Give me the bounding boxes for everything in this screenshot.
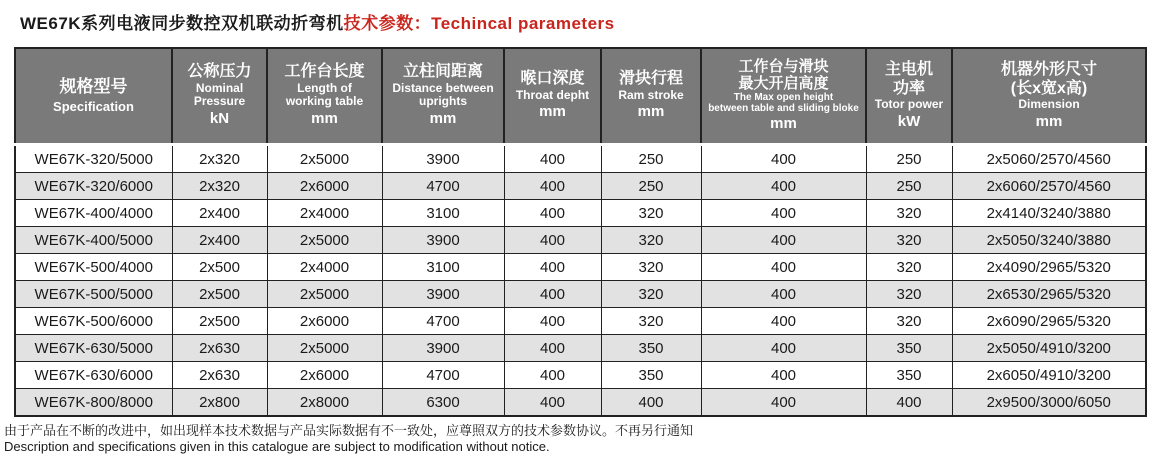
col-header-cn: 滑块行程 — [618, 70, 683, 88]
value-cell: 3900 — [382, 227, 504, 254]
spec-cell: WE67K-630/5000 — [15, 335, 172, 362]
col-header-cn: 功率 — [892, 79, 925, 97]
value-cell: 320 — [866, 200, 952, 227]
value-cell: 400 — [701, 227, 866, 254]
value-cell: 250 — [866, 145, 952, 173]
value-cell: 320 — [601, 308, 701, 335]
col-header-en: Nominal — [195, 80, 244, 95]
page-title — [0, 0, 1156, 34]
value-cell: 2x4000 — [267, 254, 382, 281]
value-cell: 2x6060/2570/4560 — [952, 173, 1146, 200]
value-cell: 400 — [504, 281, 601, 308]
value-cell: 2x5000 — [267, 281, 382, 308]
value-cell: 2x6530/2965/5320 — [952, 281, 1146, 308]
table-row — [15, 254, 1146, 281]
value-cell: 320 — [866, 227, 952, 254]
col-header-en: Distance between — [392, 80, 494, 95]
col-header-cn: 立柱间距离 — [402, 63, 483, 81]
spec-cell: WE67K-320/6000 — [15, 173, 172, 200]
value-cell: 3900 — [382, 335, 504, 362]
col-header-unit: mm — [429, 110, 457, 128]
spec-cell: WE67K-500/6000 — [15, 308, 172, 335]
col-header-en: Throat depht — [515, 87, 590, 102]
value-cell: 250 — [601, 145, 701, 173]
value-cell: 6300 — [382, 389, 504, 417]
value-cell: 4700 — [382, 173, 504, 200]
col-header-8 — [866, 48, 952, 145]
col-header-5 — [504, 48, 601, 145]
value-cell: 2x400 — [172, 227, 267, 254]
value-cell: 400 — [866, 389, 952, 417]
spec-cell: WE67K-320/5000 — [15, 145, 172, 173]
spec-cell: WE67K-400/5000 — [15, 227, 172, 254]
spec-cell: WE67K-800/8000 — [15, 389, 172, 417]
value-cell: 350 — [866, 335, 952, 362]
parameters-table — [14, 47, 1147, 417]
value-cell: 400 — [504, 362, 601, 389]
spec-cell: WE67K-630/6000 — [15, 362, 172, 389]
table-row — [15, 227, 1146, 254]
col-header-en: Totor power — [874, 97, 944, 112]
spec-cell: WE67K-500/5000 — [15, 281, 172, 308]
value-cell: 2x6000 — [267, 362, 382, 389]
value-cell: 4700 — [382, 362, 504, 389]
value-cell: 400 — [701, 281, 866, 308]
value-cell: 3100 — [382, 254, 504, 281]
col-header-cn: 工作台与滑块 — [738, 57, 829, 75]
table-row — [15, 308, 1146, 335]
col-header-en: The Max open height — [733, 92, 834, 104]
value-cell: 2x8000 — [267, 389, 382, 417]
col-header-en: uprights — [419, 94, 467, 109]
value-cell: 400 — [504, 335, 601, 362]
col-header-en: working table — [285, 94, 364, 109]
value-cell: 400 — [701, 145, 866, 173]
value-cell: 320 — [601, 281, 701, 308]
table-row — [15, 389, 1146, 417]
col-header-cn: 最大开启高度 — [738, 74, 829, 92]
value-cell: 400 — [701, 335, 866, 362]
value-cell: 2x500 — [172, 281, 267, 308]
value-cell: 3100 — [382, 200, 504, 227]
value-cell: 2x9500/3000/6050 — [952, 389, 1146, 417]
value-cell: 320 — [601, 200, 701, 227]
col-header-unit: kW — [897, 112, 921, 130]
col-header-en: Length of — [297, 80, 352, 95]
spec-cell: WE67K-400/4000 — [15, 200, 172, 227]
col-header-2 — [172, 48, 267, 145]
col-header-unit: mm — [770, 115, 797, 133]
value-cell: 350 — [601, 362, 701, 389]
value-cell: 3900 — [382, 145, 504, 173]
col-header-unit: mm — [539, 103, 566, 121]
value-cell: 2x5050/3240/3880 — [952, 227, 1146, 254]
value-cell: 400 — [504, 254, 601, 281]
value-cell: 2x6090/2965/5320 — [952, 308, 1146, 335]
table-row — [15, 145, 1146, 173]
value-cell: 2x800 — [172, 389, 267, 417]
value-cell: 250 — [866, 173, 952, 200]
value-cell: 2x5060/2570/4560 — [952, 145, 1146, 173]
value-cell: 320 — [866, 281, 952, 308]
col-header-cn: 公称压力 — [187, 63, 252, 81]
col-header-4 — [382, 48, 504, 145]
value-cell: 2x400 — [172, 200, 267, 227]
footer-line-cn: 由于产品在不断的改进中，如出现样本技术数据与产品实际数据有不一致处，应尊照双方的技术参数协议。不再另行通知 — [4, 423, 694, 438]
value-cell: 400 — [701, 362, 866, 389]
col-header-en: Dimension — [1018, 97, 1080, 112]
value-cell: 400 — [701, 200, 866, 227]
value-cell: 320 — [866, 308, 952, 335]
col-header-unit: kN — [209, 110, 230, 128]
value-cell: 3900 — [382, 281, 504, 308]
table-row — [15, 362, 1146, 389]
spec-cell: WE67K-500/4000 — [15, 254, 172, 281]
value-cell: 400 — [701, 254, 866, 281]
table-row — [15, 281, 1146, 308]
col-header-7 — [701, 48, 866, 145]
value-cell: 400 — [701, 389, 866, 417]
col-header-3 — [267, 48, 382, 145]
value-cell: 2x5050/4910/3200 — [952, 335, 1146, 362]
col-header-9 — [952, 48, 1146, 145]
col-header-cn: 主电机 — [884, 60, 933, 78]
value-cell: 2x6050/4910/3200 — [952, 362, 1146, 389]
value-cell: 350 — [601, 335, 701, 362]
col-header-en: between table and sliding bloke — [708, 103, 859, 115]
col-header-cn: 机器外形尺寸 — [1000, 60, 1097, 78]
value-cell: 2x630 — [172, 362, 267, 389]
col-header-cn: 工作台长度 — [284, 63, 365, 81]
value-cell: 400 — [504, 389, 601, 417]
value-cell: 350 — [866, 362, 952, 389]
value-cell: 320 — [866, 254, 952, 281]
value-cell: 400 — [701, 308, 866, 335]
col-header-cn: 规格型号 — [59, 77, 128, 97]
value-cell: 2x320 — [172, 145, 267, 173]
col-header-en: Specification — [53, 98, 134, 114]
col-header-unit: mm — [1035, 112, 1063, 130]
value-cell: 4700 — [382, 308, 504, 335]
col-header-unit: mm — [311, 110, 338, 128]
page-title-black: WE67K系列电液同步数控双机联动折弯机 — [20, 14, 344, 33]
col-header-1 — [15, 48, 172, 145]
value-cell: 2x6000 — [267, 308, 382, 335]
col-header-cn: 喉口深度 — [520, 70, 585, 88]
value-cell: 2x500 — [172, 308, 267, 335]
value-cell: 400 — [601, 389, 701, 417]
value-cell: 2x6000 — [267, 173, 382, 200]
value-cell: 400 — [504, 173, 601, 200]
col-header-cn: (长x宽x高) — [1010, 79, 1088, 97]
col-header-en: Ram stroke — [618, 87, 684, 102]
table-row — [15, 335, 1146, 362]
table-row — [15, 200, 1146, 227]
col-header-6 — [601, 48, 701, 145]
value-cell: 2x5000 — [267, 145, 382, 173]
value-cell: 400 — [504, 308, 601, 335]
value-cell: 400 — [504, 145, 601, 173]
value-cell: 2x500 — [172, 254, 267, 281]
value-cell: 2x630 — [172, 335, 267, 362]
value-cell: 2x4000 — [267, 200, 382, 227]
header-row — [15, 48, 1146, 145]
value-cell: 2x5000 — [267, 227, 382, 254]
footer — [4, 423, 1156, 455]
value-cell: 320 — [601, 227, 701, 254]
page-title-red: 技术参数：Techincal parameters — [343, 14, 615, 33]
value-cell: 400 — [504, 200, 601, 227]
value-cell: 2x5000 — [267, 335, 382, 362]
footer-line-en: Description and specifications given in this catalogue are subject to modification without notice. — [4, 438, 550, 454]
table-row — [15, 173, 1146, 200]
value-cell: 320 — [601, 254, 701, 281]
value-cell: 2x4090/2965/5320 — [952, 254, 1146, 281]
value-cell: 400 — [504, 227, 601, 254]
table-body — [15, 145, 1146, 417]
col-header-unit: mm — [637, 103, 665, 121]
col-header-en: Pressure — [193, 94, 246, 109]
value-cell: 2x4140/3240/3880 — [952, 200, 1146, 227]
value-cell: 250 — [601, 173, 701, 200]
value-cell: 2x320 — [172, 173, 267, 200]
value-cell: 400 — [701, 173, 866, 200]
